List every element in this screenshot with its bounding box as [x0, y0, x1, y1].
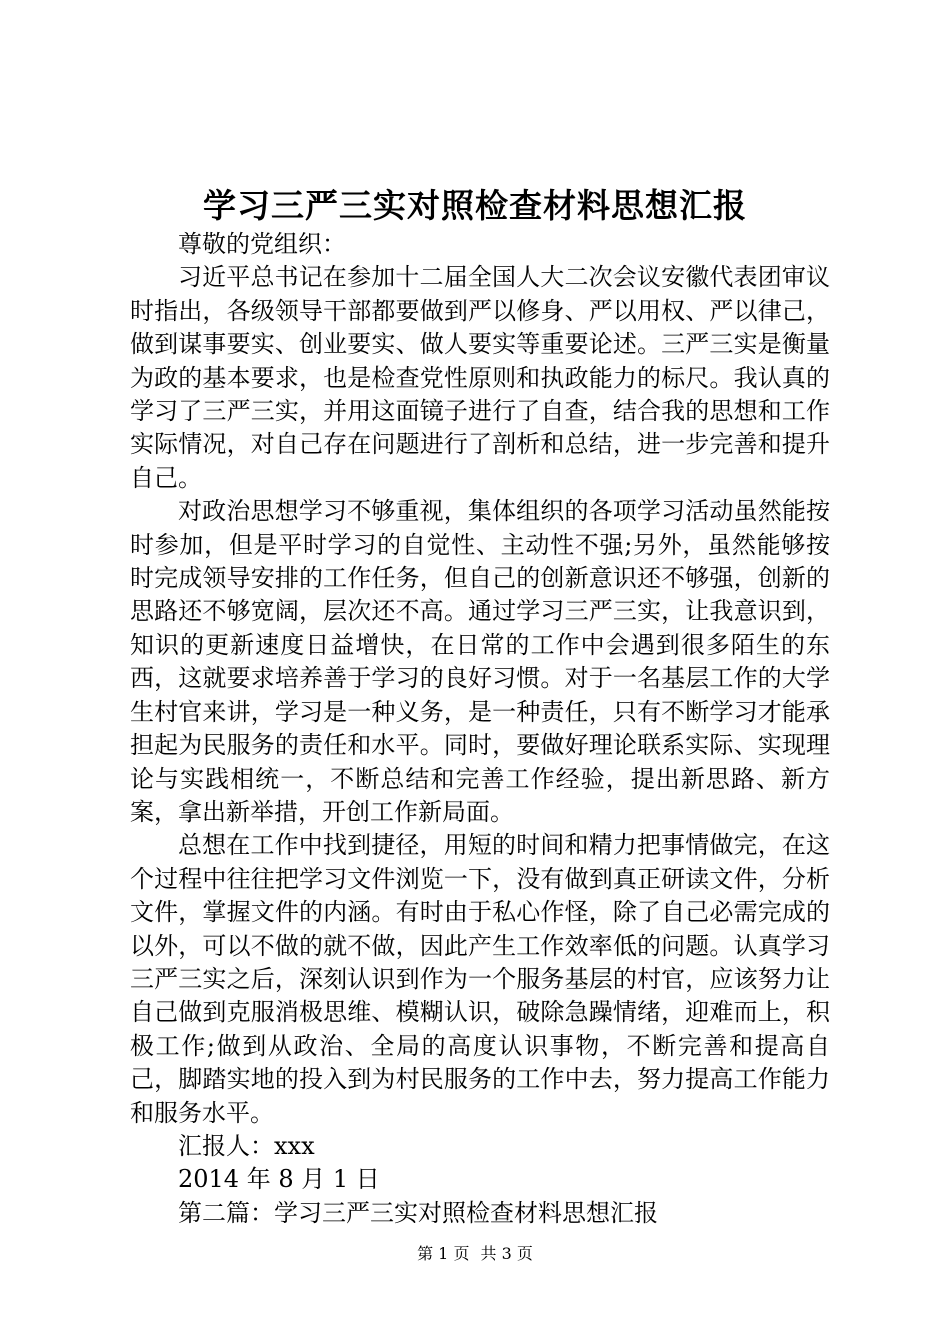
reporter-line: 汇报人：xxx: [178, 1131, 315, 1160]
paragraph-2: 对政治思想学习不够重视，集体组织的各项学习活动虽然能按时参加，但是平时学习的自觉性、主动性不强;另外，虽然能够按时完成领导安排的工作任务，但自己的创新意识还不够强，创新的思路还不够宽阔，层次还不高。通过学习三严三实，让我意识到，知识的更新速度日益增快，在日常的工作中会遇到很多陌生的东西，这就要求培养善于学习的良好习惯。对于一名基层工作的大学生村官来讲，学习是一种义务，是一种责任，只有不断学习才能承担起为民服务的责任和水平。同时，要做好理论联系实际、实现理论与实践相统一，不断总结和完善工作经验，提出新思路、新方案，拿出新举措，开创工作新局面。: [130, 497, 830, 826]
salutation: 尊敬的党组织：: [178, 230, 346, 258]
page-number: 第 1 页: [417, 1244, 470, 1263]
paragraph-1: 习近平总书记在参加十二届全国人大二次会议安徽代表团审议时指出，各级领导干部都要做到严以修身、严以用权、严以律己，做到谋事要实、创业要实、做人要实等重要论述。三严三实是衡量为政的基本要求，也是检查党性原则和执政能力的标尺。我认真的学习了三严三实，并用这面镜子进行了自查，结合我的思想和工作实际情况，对自己存在问题进行了剖析和总结，进一步完善和提升自己。: [130, 263, 830, 492]
paragraph-3: 总想在工作中找到捷径，用短的时间和精力把事情做完，在这个过程中往往把学习文件浏览一下，没有做到真正研读文件，分析文件，掌握文件的内涵。有时由于私心作怪，除了自己必需完成的以外，可以不做的就不做，因此产生工作效率低的问题。认真学习三严三实之后，深刻认识到作为一个服务基层的村官，应该努力让自己做到克服消极思维、模糊认识，破除急躁情绪，迎难而上，积极工作;做到从政治、全局的高度认识事物，不断完善和提高自己，脚踏实地的投入到为村民服务的工作中去，努力提高工作能力和服务水平。: [130, 831, 830, 1127]
document-title: 学习三严三实对照检查材料思想汇报: [203, 186, 747, 225]
page-footer: [0, 1243, 950, 1265]
page-total: 共 3 页: [480, 1244, 533, 1263]
next-section-heading: 第二篇：学习三严三实对照检查材料思想汇报: [178, 1198, 658, 1227]
document-body: [130, 228, 830, 1230]
date-line: 2014 年 8 月 1 日: [178, 1165, 380, 1194]
